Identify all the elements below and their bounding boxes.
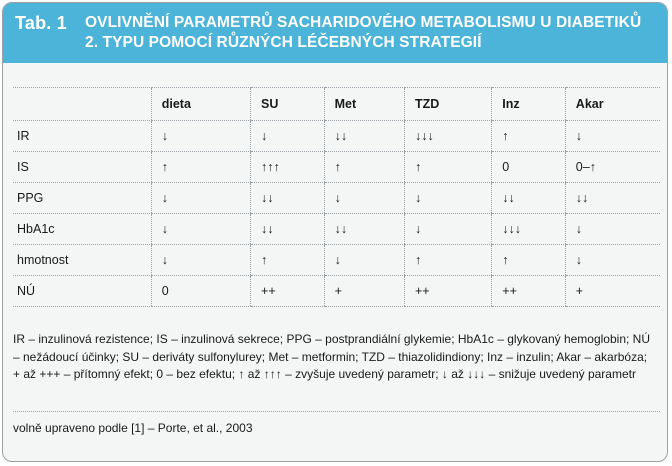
divider (13, 411, 660, 412)
table-cell: ++ (404, 276, 491, 307)
table-source: volně upraveno podle [1] – Porte, et al., 2003 (13, 421, 253, 435)
table-cell: ↑ (404, 152, 491, 183)
row-label: HbA1c (13, 214, 151, 245)
table-cell: ↑ (251, 245, 325, 276)
table-title-line-2: 2. TYPU POMOCÍ RŮZNÝCH LÉČEBNÝCH STRATEGIÍ (85, 34, 482, 51)
table-cell: ↓ (404, 214, 491, 245)
table-cell: ↓ (151, 214, 250, 245)
table-row (13, 276, 660, 307)
table-cell: ↓ (151, 245, 250, 276)
column-header (13, 88, 151, 121)
table-cell: ↑↑↑ (251, 152, 325, 183)
table-cell: 0–↑ (565, 152, 660, 183)
table-cell: ↓ (565, 121, 660, 152)
row-label: IS (13, 152, 151, 183)
table-cell: ↓↓ (565, 183, 660, 214)
table-cell: 0 (492, 152, 566, 183)
table-row (13, 214, 660, 245)
table-cell: ↓ (324, 245, 404, 276)
table-number: Tab. 1 (15, 13, 67, 33)
table-cell: ↓ (565, 245, 660, 276)
row-label: IR (13, 121, 151, 152)
table-cell: ↓↓ (251, 183, 325, 214)
table-cell: ↓ (151, 183, 250, 214)
table-cell: ↓↓↓ (492, 214, 566, 245)
table-cell: ↑ (324, 152, 404, 183)
table-cell: ↓↓↓ (404, 121, 491, 152)
table-header-bar (3, 3, 667, 63)
column-header: SU (251, 88, 325, 121)
data-table (13, 87, 660, 307)
column-header: Akar (565, 88, 660, 121)
table-cell: ↑ (492, 121, 566, 152)
table-header-row (13, 88, 660, 121)
table-cell: ↓↓ (492, 183, 566, 214)
table-frame (2, 2, 668, 462)
table-cell: ↓ (251, 121, 325, 152)
table-cell: ↑ (492, 245, 566, 276)
table-cell: ↓↓ (324, 214, 404, 245)
table-cell: ↓ (404, 183, 491, 214)
table-cell: ↓ (324, 183, 404, 214)
table-cell: ++ (251, 276, 325, 307)
table-cell: + (324, 276, 404, 307)
column-header: TZD (404, 88, 491, 121)
row-label: NÚ (13, 276, 151, 307)
table-cell: ↓ (151, 121, 250, 152)
column-header: dieta (151, 88, 250, 121)
table-cell: + (565, 276, 660, 307)
table-row (13, 121, 660, 152)
table-cell: ↓↓ (324, 121, 404, 152)
table-cell: ++ (492, 276, 566, 307)
table-row (13, 183, 660, 214)
table-cell: 0 (151, 276, 250, 307)
column-header: Met (324, 88, 404, 121)
table-cell: ↓ (565, 214, 660, 245)
table-legend: IR – inzulinová rezistence; IS – inzulinová sekrece; PPG – postprandiální glykemie; HbA1c – glykovaný hemoglobin; NÚ – nežádoucí účinky; SU – deriváty sulfonylurey; Met – metformin; TZD – thiazolidindiony; Inz – inzulin; Akar – akarbóza; + až +++ – přítomný efekt; 0 – bez efektu; ↑ až ↑↑↑ – zvyšuje uvedený parametr; ↓ až ↓↓↓ – snižuje uvedený parametr (13, 332, 650, 381)
table-cell: ↓↓ (251, 214, 325, 245)
table-title-line-1: OVLIVNĚNÍ PARAMETRŮ SACHARIDOVÉHO METABOLISMU U DIABETIKŮ (85, 14, 642, 31)
table-cell: ↑ (404, 245, 491, 276)
row-label: hmotnost (13, 245, 151, 276)
table-row (13, 152, 660, 183)
table-cell: ↑ (151, 152, 250, 183)
row-label: PPG (13, 183, 151, 214)
column-header: Inz (492, 88, 566, 121)
table-row (13, 245, 660, 276)
table-title (85, 13, 641, 53)
